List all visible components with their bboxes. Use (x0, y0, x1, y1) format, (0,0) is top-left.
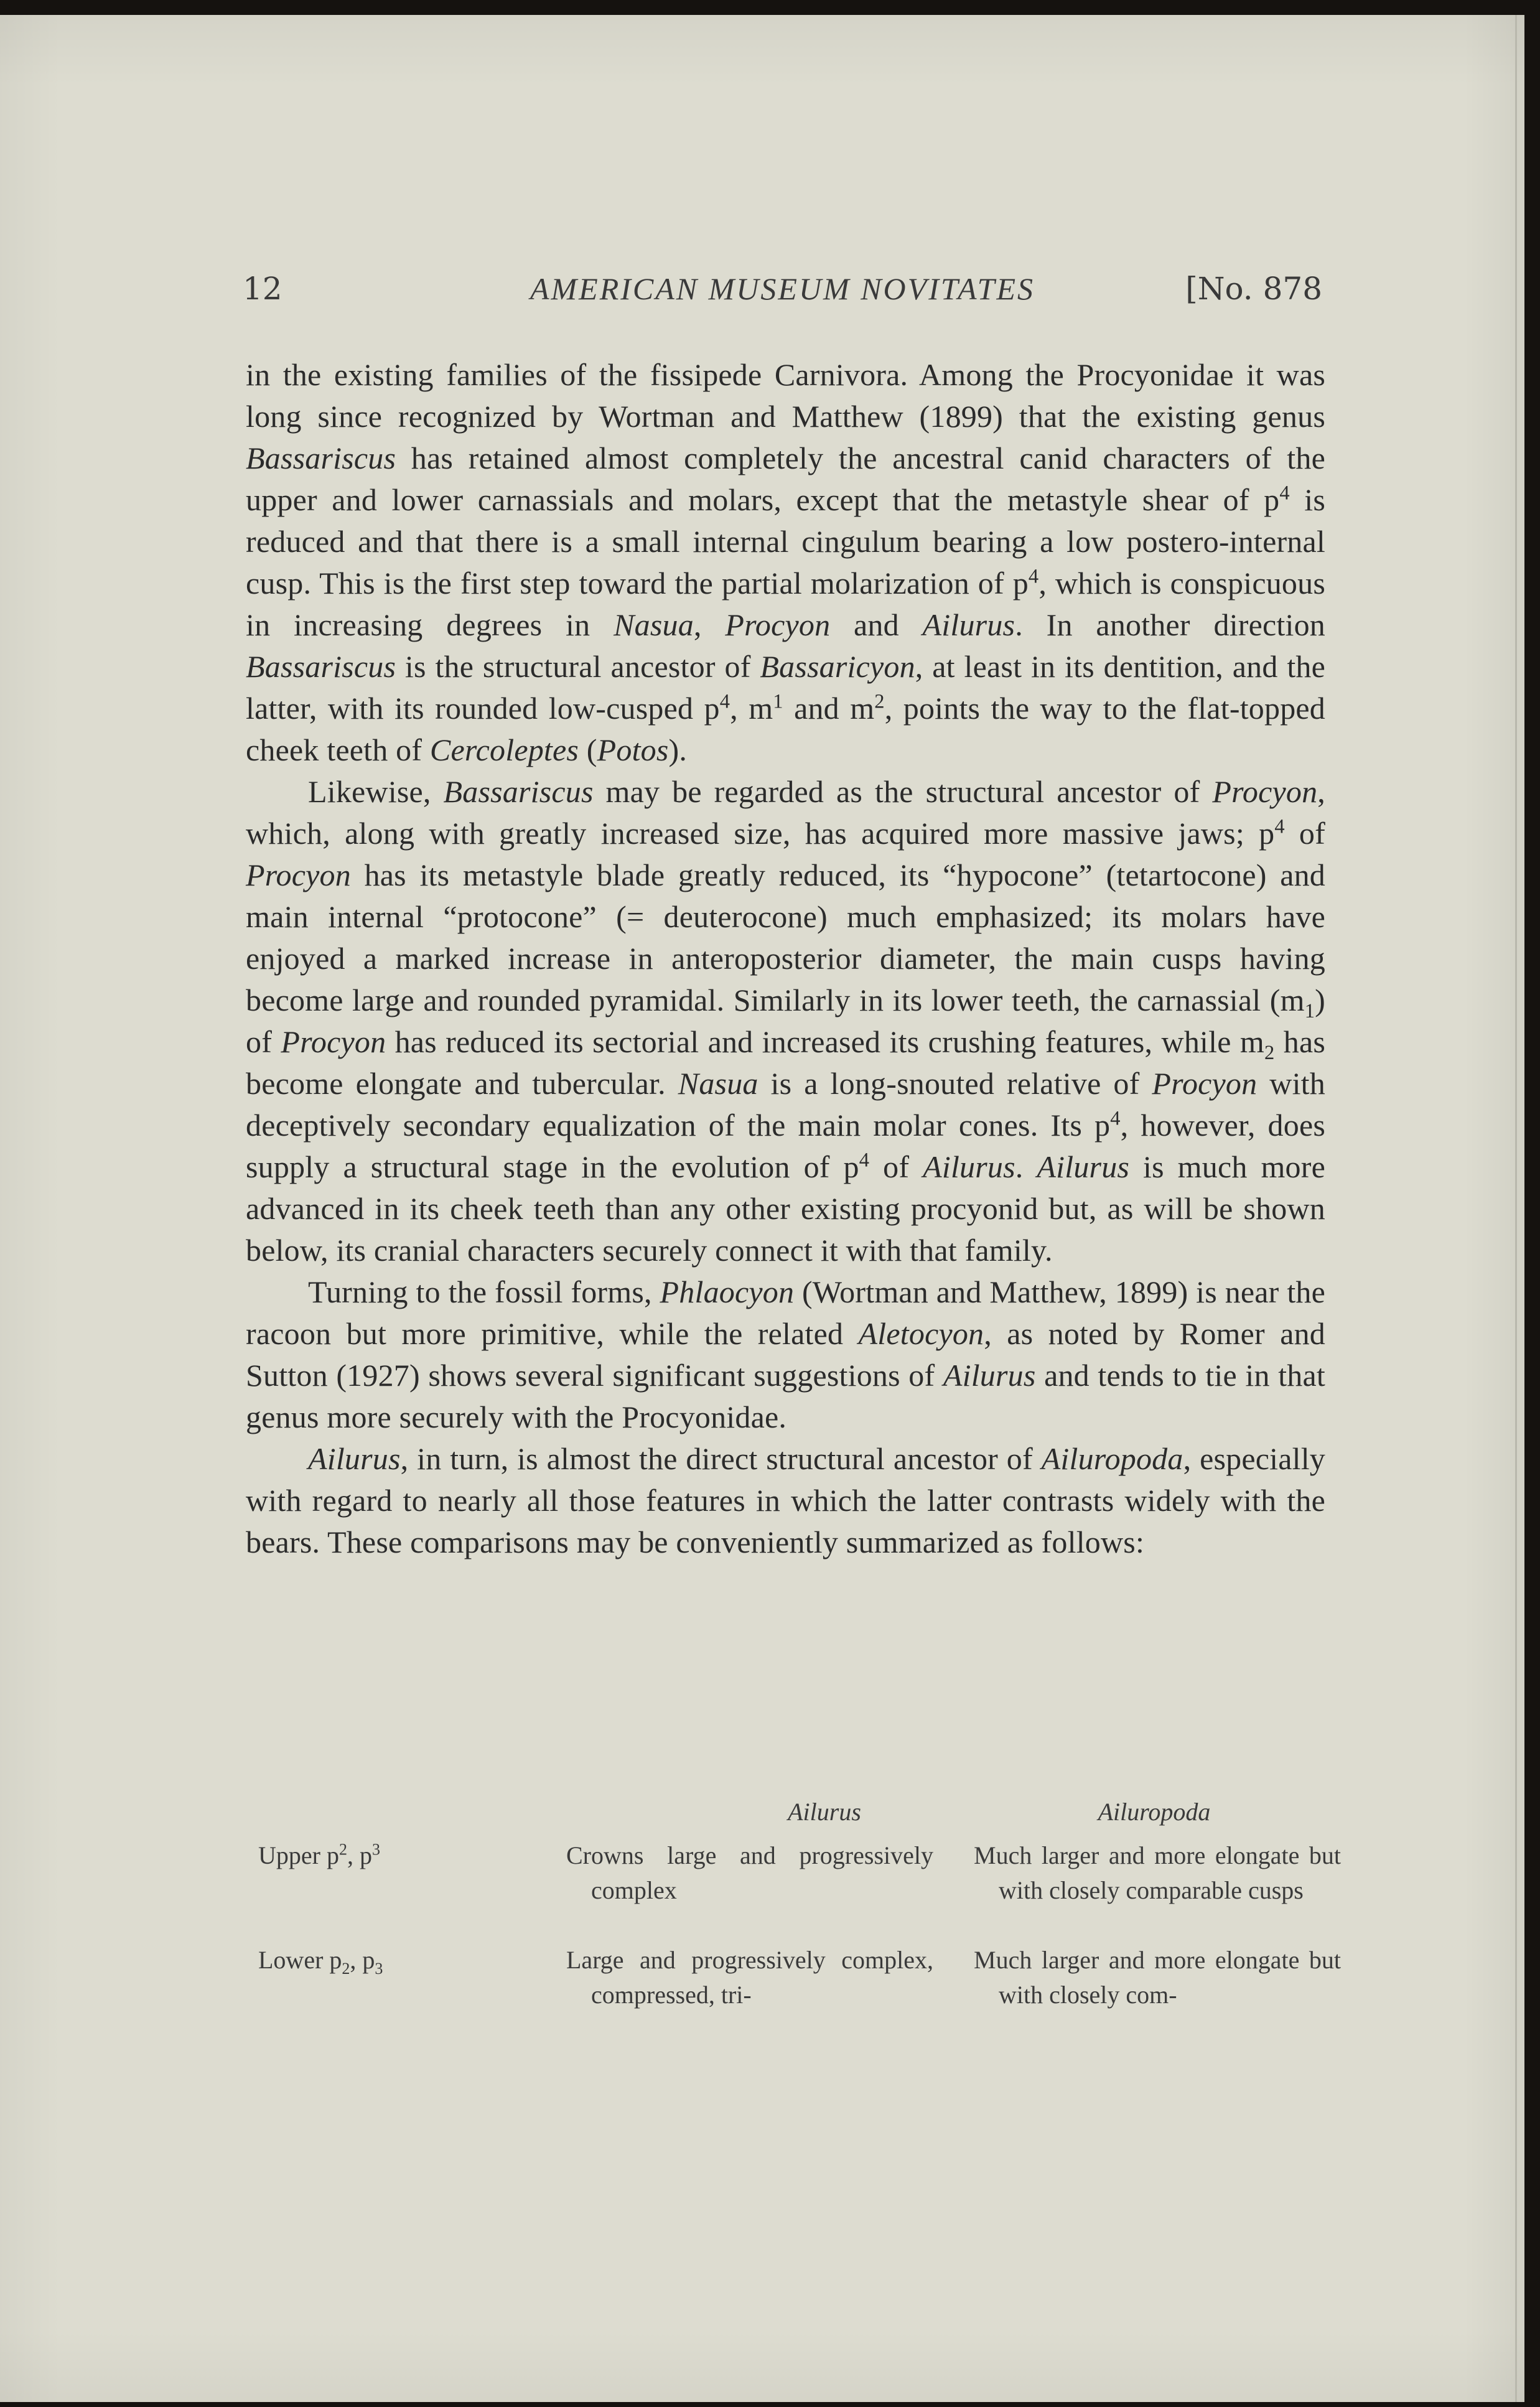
paragraph-4: Ailurus, in turn, is almost the direct structural ancestor of Ailuropoda, especially with regard to nearly all those features in which the latter contrasts widely with the bears. These comparisons may be conveniently summarized as follows: (246, 1441, 1325, 1559)
table-header (258, 1795, 1341, 1838)
column-header-ailurus: Ailurus (788, 1798, 861, 1826)
page-edge (1515, 15, 1517, 2402)
page-number: 12 (243, 271, 282, 307)
ailuropoda-cell: Much larger and more elongate but with closely com- (974, 1946, 1341, 2009)
comparison-table (258, 1795, 1341, 2012)
journal-title: AMERICAN MUSEUM NOVITATES (530, 271, 1035, 306)
running-header (243, 264, 1322, 314)
paragraph-2: Likewise, Bassariscus may be regarded as the structural ancestor of Procyon, which, along with greatly increased size, has acquired more massive jaws; $p^4$ of Procyon has its metastyle blade greatly reduced, its “hypocone” (tetartocone) and main internal “protocone” (= deuterocone) much emphasized; its molars have enjoyed a marked increase in anteroposterior diameter, the main cusps having become large and rounded pyramidal. Similarly in its lower teeth, the carnassial $(m_1)$ of Procyon has reduced its sectorial and increased its crushing features, while $m_2$ has become elongate and tubercular. Nasua is a long-snouted relative of Procyon with deceptively secondary equalization of the main molar cones. Its $p^4$, however, does supply a structural stage in the evolution of $p^4$ of Ailurus. Ailurus is much more advanced in its cheek teeth than any other existing procyonid but, as will be shown below, its cranial characters securely connect it with that family. (246, 774, 1325, 1268)
paragraph-3: Turning to the fossil forms, Phlaocyon (Wortman and Matthew, 1899) is near the racoon but more primitive, while the related Aletocyon, as noted by Romer and Sutton (1927) shows several significant suggestions of Ailurus and tends to tie in that genus more securely with the Procyonidae. (246, 1274, 1326, 1434)
table-row (258, 1838, 1341, 1943)
table-row (258, 1943, 1341, 2012)
row-label: Upper $p^2$, $p^3$ (258, 1840, 380, 1869)
ailuropoda-cell: Much larger and more elongate but with closely comparable cusps (974, 1841, 1341, 1904)
issue-number: [No. 878 (1185, 271, 1322, 307)
column-header-ailuropoda: Ailuropoda (1098, 1798, 1211, 1826)
row-label: Lower $p_2$, $p_3$ (258, 1946, 383, 1978)
document-page (0, 15, 1524, 2402)
paragraph-1: in the existing families of the fissipede Carnivora. Among the Procyonidae it was long since recognized by Wortman and Matthew (1899) that the existing genus Bassariscus has retained almost completely the ancestral canid characters of the upper and lower carnassials and molars, except that the metastyle shear of $p^4$ is reduced and that there is a small internal cingulum bearing a low postero-internal cusp. This is the first step toward the partial molarization of $p^4$, which is conspicuous in increasing degrees in Nasua, Procyon and Ailurus. In another direction Bassariscus is the structural ancestor of Bassaricyon, at least in its dentition, and the latter, with its rounded low-cusped $p^4$, $m^1$ and $m^2$, points the way to the flat-topped cheek teeth of Cercoleptes (Potos). (246, 357, 1326, 767)
ailurus-cell: Large and progressively complex, compressed, tri- (566, 1946, 933, 2009)
body-text (246, 354, 1325, 1563)
ailurus-cell: Crowns large and progressively complex (566, 1841, 933, 1904)
